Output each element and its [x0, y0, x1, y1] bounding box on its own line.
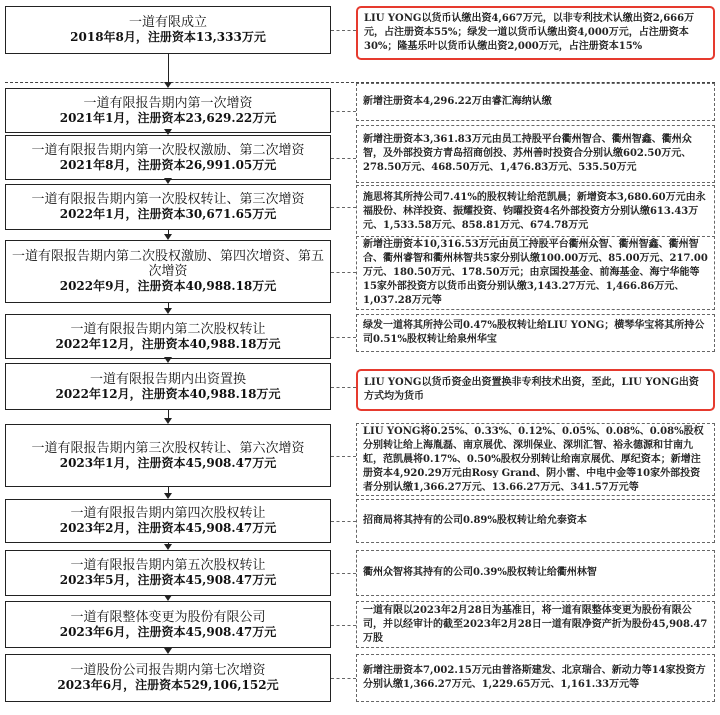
step-note-text: 一道有限以2023年2月28日为基准日，将一道有限整体变更为股份有限公司，并以经审计的截至2023年2月28日一道有限净资产折为股份45,908.47万股 — [363, 604, 708, 644]
step-box — [5, 499, 331, 543]
step-note — [356, 83, 715, 121]
step-note — [356, 423, 715, 496]
step-note-text: LIU YONG以货币认缴出资4,667万元，以非专利技术认缴出资2,666万元，占注册资本55%；绿发一道以货币认缴出资4,000万元，占注册资本30%；隆基乐叶以货币认缴出资2,000万元，占注册资本15% — [364, 13, 695, 52]
step-title: 一道有限成立 — [128, 15, 207, 30]
step-box — [5, 6, 331, 54]
step-note-text: 新增注册资本10,316.53万元由员工持股平台衢州众智、衢州智鑫、衢州智合、衢州睿智和衢州林智共5家分别认缴100.00万元、85.00万元、217.00万元、180.50万元、178.50万元；由京国投基金、前海基金、海宁华能等15家外部投资方以货币出资分别认缴3,143.27万元、1,466.86万元、1,037.28万元等 — [363, 239, 708, 306]
step-note — [356, 654, 715, 702]
step-note — [356, 601, 715, 648]
step-box — [5, 240, 331, 303]
step-box — [5, 363, 331, 410]
step-title: 一道有限报告期内第一次股权转让、第三次增资 — [31, 192, 305, 207]
flow-line — [168, 410, 169, 418]
step-capital: 2022年9月，注册资本40,988.18万元 — [59, 279, 277, 293]
step-title: 一道有限报告期内第二次股权转让 — [70, 321, 266, 337]
step-capital: 2023年5月，注册资本45,908.47万元 — [59, 573, 277, 587]
step-note — [356, 236, 715, 310]
connector-line — [331, 521, 356, 522]
step-capital: 2018年8月，注册资本13,333万元 — [70, 30, 266, 44]
step-note — [356, 550, 715, 596]
step-capital: 2022年12月，注册资本40,988.18万元 — [55, 336, 281, 351]
step-title: 一道股份公司报告期内第七次增资 — [70, 663, 266, 678]
connector-line — [331, 30, 356, 31]
connector-line — [331, 158, 356, 159]
step-note-text: 施思将其所持公司7.41%的股权转让给范凯晨；新增资本3,680.60万元由永福股份、林洋投资、振耀投资、钧曜投资4名外部投资方分别认缴613.43万元、1,533.58万元、858.81万元、674.78万元 — [363, 192, 706, 231]
step-note — [356, 369, 715, 411]
step-capital: 2023年6月，注册资本529,106,152元 — [57, 678, 279, 692]
step-note-text: 新增注册资本7,002.15万元由普洛斯建发、北京瑞合、新动力等14家投资方分别认缴1,366.27万元、1,229.65万元、1,161.33万元等 — [363, 665, 706, 690]
step-box — [5, 314, 331, 359]
step-note-text: 新增注册资本4,296.22万由睿汇海纳认缴 — [363, 96, 552, 107]
step-note-text: 绿发一道将其所持公司0.47%股权转让给LIU YONG；横琴华宝将其所持公司0.51%股权转让给泉州华宝 — [363, 320, 705, 345]
step-box — [5, 135, 331, 180]
step-capital: 2023年1月，注册资本45,908.47万元 — [59, 455, 277, 470]
step-note-text: LIU YONG以货币资金出资置换非专利技术出资，至此，LIU YONG出资方式均为货币 — [364, 377, 699, 402]
connector-line — [331, 272, 356, 273]
step-box — [5, 550, 331, 596]
step-box — [5, 654, 331, 702]
step-title: 一道有限整体变更为股份有限公司 — [70, 609, 266, 625]
connector-line — [331, 678, 356, 679]
step-note — [356, 185, 715, 239]
connector-line — [331, 387, 356, 388]
step-box — [5, 424, 331, 487]
step-capital: 2021年1月，注册资本23,629.22万元 — [59, 110, 277, 125]
flow-line — [168, 54, 169, 82]
step-note — [356, 499, 715, 543]
connector-line — [331, 111, 356, 112]
step-note — [356, 314, 715, 352]
step-box — [5, 184, 331, 230]
step-note — [356, 6, 715, 60]
step-note-text: 衢州众智将其持有的公司0.39%股权转让给衢州林智 — [363, 567, 597, 578]
step-title: 一道有限报告期内出资置换 — [89, 371, 246, 387]
connector-line — [331, 625, 356, 626]
step-box — [5, 601, 331, 648]
step-capital: 2022年12月，注册资本40,988.18万元 — [55, 386, 281, 401]
step-note — [356, 125, 715, 183]
step-title: 一道有限报告期内第三次股权转让、第六次增资 — [31, 440, 305, 456]
step-note-text: 新增注册资本3,361.83万元由员工持股平台衢州智合、衢州智鑫、衢州众智，及外部投资方青岛招商创投、苏州善时投资合分别认缴602.50万元、278.50万元、468.50万元、1,476.83万元、535.50万元 — [363, 134, 692, 173]
step-note-text: LIU YONG将0.25%、0.33%、0.12%、0.05%、0.08%、0.08%股权分别转让给上海胤磊、南京展优、深圳保业、深圳汇智、裕永德源和甘南九虹，范凯晨将0.17%、0.50%股权分别转让给南京展优、厚纪资本；新增注册资本4,920.29万元由Rosy Grand、阴小雷、中电中金等10家外部投资者分别认缴1,366.27万元、13.66.27万元、341.57万元等 — [363, 425, 704, 493]
step-title: 一道有限报告期内第一次增资 — [83, 95, 253, 111]
connector-line — [331, 456, 356, 457]
step-title: 一道有限报告期内第二次股权激励、第四次增资、第五次增资 — [11, 249, 324, 279]
step-capital: 2021年8月，注册资本26,991.05万元 — [59, 157, 277, 172]
step-capital: 2022年1月，注册资本30,671.65万元 — [59, 207, 277, 221]
connector-line — [331, 207, 356, 208]
step-capital: 2023年2月，注册资本45,908.47万元 — [59, 521, 277, 535]
step-title: 一道有限报告期内第四次股权转让 — [70, 506, 266, 521]
connector-line — [331, 337, 356, 338]
step-note-text: 招商局将其持有的公司0.89%股权转让给允泰资本 — [363, 515, 587, 526]
step-box — [5, 88, 331, 133]
step-title: 一道有限报告期内第一次股权激励、第二次增资 — [31, 142, 305, 158]
step-capital: 2023年6月，注册资本45,908.47万元 — [59, 624, 277, 639]
step-title: 一道有限报告期内第五次股权转让 — [70, 558, 266, 573]
connector-line — [331, 573, 356, 574]
